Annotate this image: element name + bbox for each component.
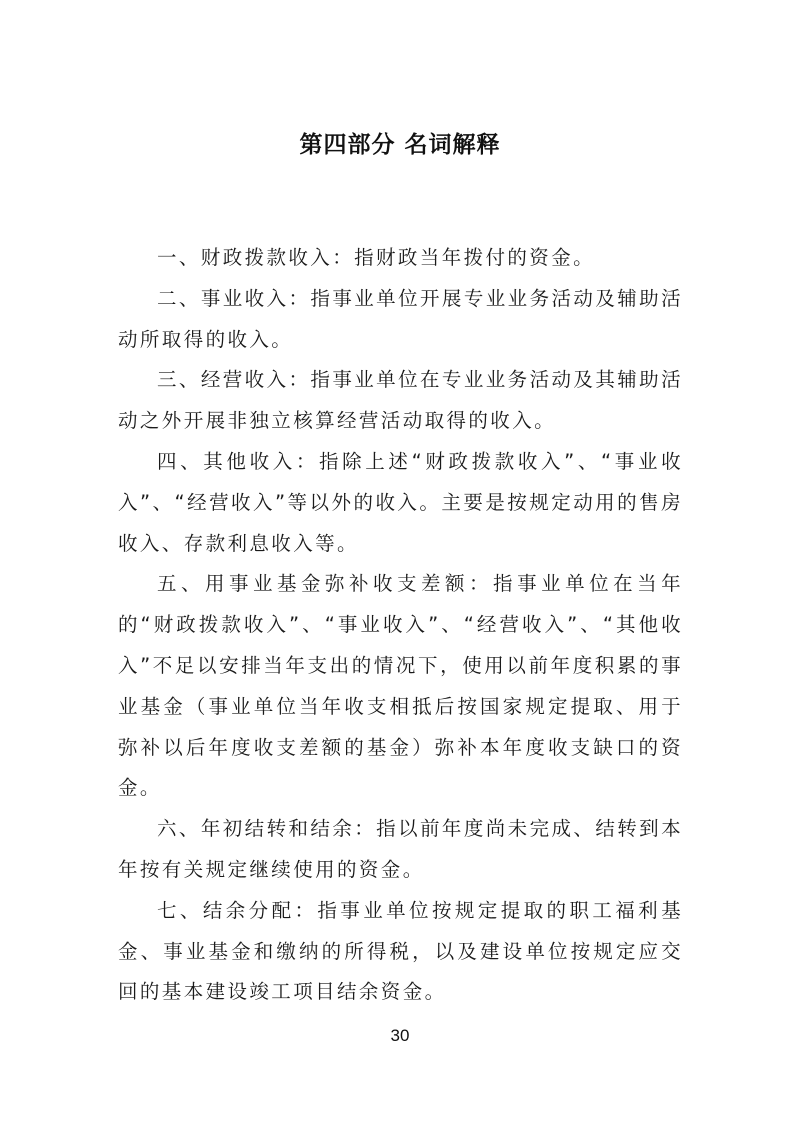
paragraph-4: 四、其他收入：指除上述“财政拨款收入”、“事业收入”、“经营收入”等以外的收入。主要是按规定动用的售房收入、存款利息收入等。 — [118, 449, 683, 555]
document-body — [118, 238, 683, 1013]
paragraph-3: 三、经营收入：指事业单位在专业业务活动及其辅助活动之外开展非独立核算经营活动取得的收入。 — [118, 368, 683, 433]
paragraph-6: 六、年初结转和结余：指以前年度尚未完成、结转到本年按有关规定继续使用的资金。 — [118, 817, 683, 881]
page-number: 30 — [390, 1026, 410, 1045]
paragraph-2: 二、事业收入：指事业单位开展专业业务活动及辅助活动所取得的收入。 — [118, 286, 683, 351]
paragraph-1: 一、财政拨款收入：指财政当年拨付的资金。 — [157, 246, 596, 269]
paragraph-5: 五、用事业基金弥补收支差额：指事业单位在当年的“财政拨款收入”、“事业收入”、“经营收入”、“其他收入”不足以安排当年支出的情况下，使用以前年度积累的事业基金（事业单位当年收支相抵后按国家规定提取、用于弥补以后年度收支差额的基金）弥补本年度收支缺口的资金。 — [118, 572, 683, 800]
page-title: 第四部分 名词解释 — [299, 132, 501, 158]
paragraph-7: 七、结余分配：指事业单位按规定提取的职工福利基金、事业基金和缴纳的所得税，以及建设单位按规定应交回的基本建设竣工项目结余资金。 — [118, 898, 683, 1004]
